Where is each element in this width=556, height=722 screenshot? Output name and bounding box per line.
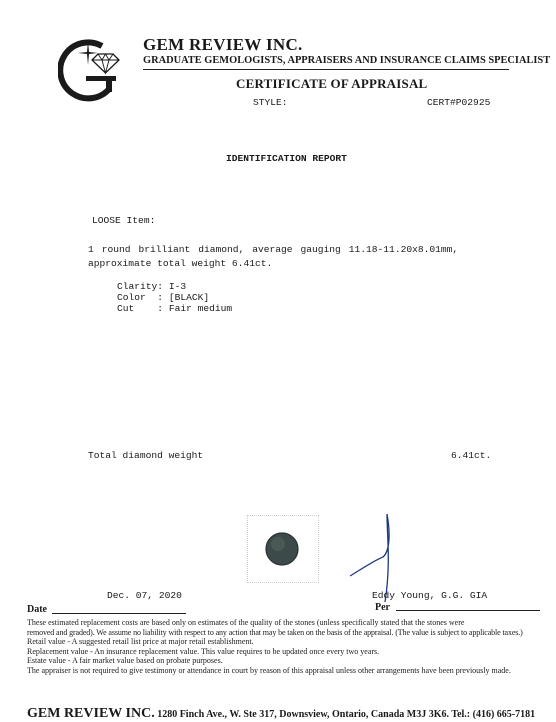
cut-line: Cut : Fair medium: [117, 303, 233, 314]
total-weight-label: Total diamond weight: [88, 450, 204, 461]
color-line: Color : [BLACK]: [117, 292, 210, 303]
style-label: STYLE:: [253, 97, 288, 108]
clarity-line: Clarity: I-3: [117, 281, 187, 292]
footer-phone: Tel.: (416) 665-7181: [451, 709, 536, 720]
note-line: These estimated replacement costs are based only on estimates of the quality of the stones (unless specifically stated that the stones were: [27, 618, 465, 627]
date-label: Date: [27, 604, 47, 615]
gem-logo-icon: [58, 38, 128, 106]
per-label: Per: [375, 602, 390, 613]
note-line: Replacement value - An insurance replacement value. This value requires to be updated once every two years.: [27, 646, 380, 656]
date-value: Dec. 07, 2020: [107, 590, 182, 601]
date-rule: [52, 613, 186, 614]
company-title: GEM REVIEW INC.: [143, 35, 303, 54]
description-line1: 1 round brilliant diamond, average gauging 11.18-11.20x8.01mm,: [88, 244, 459, 255]
description-line2: approximate total weight 6.41ct.: [88, 258, 273, 269]
certificate-title: CERTIFICATE OF APPRAISAL: [236, 76, 428, 91]
diamond-photo: [247, 515, 319, 583]
note-line: Estate value - A fair market value based on probate purposes.: [27, 656, 223, 666]
disclaimer-notes: [27, 618, 551, 676]
footer-address: 1280 Finch Ave., W. Ste 317, Downsview, Ontario, Canada M3J 3K6.: [157, 709, 449, 720]
appraiser-name: Eddy Young, G.G. GIA: [372, 590, 488, 601]
report-heading: IDENTIFICATION REPORT: [226, 153, 347, 164]
per-rule: [396, 610, 540, 611]
header-rule: [143, 69, 509, 70]
footer-company: GEM REVIEW INC.: [27, 706, 155, 721]
note-line: Retail value - A suggested retail list price at major retail establishment.: [27, 637, 254, 647]
note-line: The appraiser is not required to give testimony or attendance in court by reason of this appraisal unless other arrangements have been previously made.: [27, 665, 511, 675]
total-weight-value: 6.41ct.: [451, 450, 492, 461]
company-subtitle: GRADUATE GEMOLOGISTS, APPRAISERS AND INSURANCE CLAIMS SPECIALIST: [143, 55, 551, 66]
item-label: LOOSE Item:: [92, 215, 156, 226]
note-line: removed and graded). We assume no liability with respect to any action that may be taken on the basis of the appraisal. (The value is subject to applicable taxes.): [27, 627, 523, 637]
cert-number: CERT#P02925: [427, 97, 491, 108]
